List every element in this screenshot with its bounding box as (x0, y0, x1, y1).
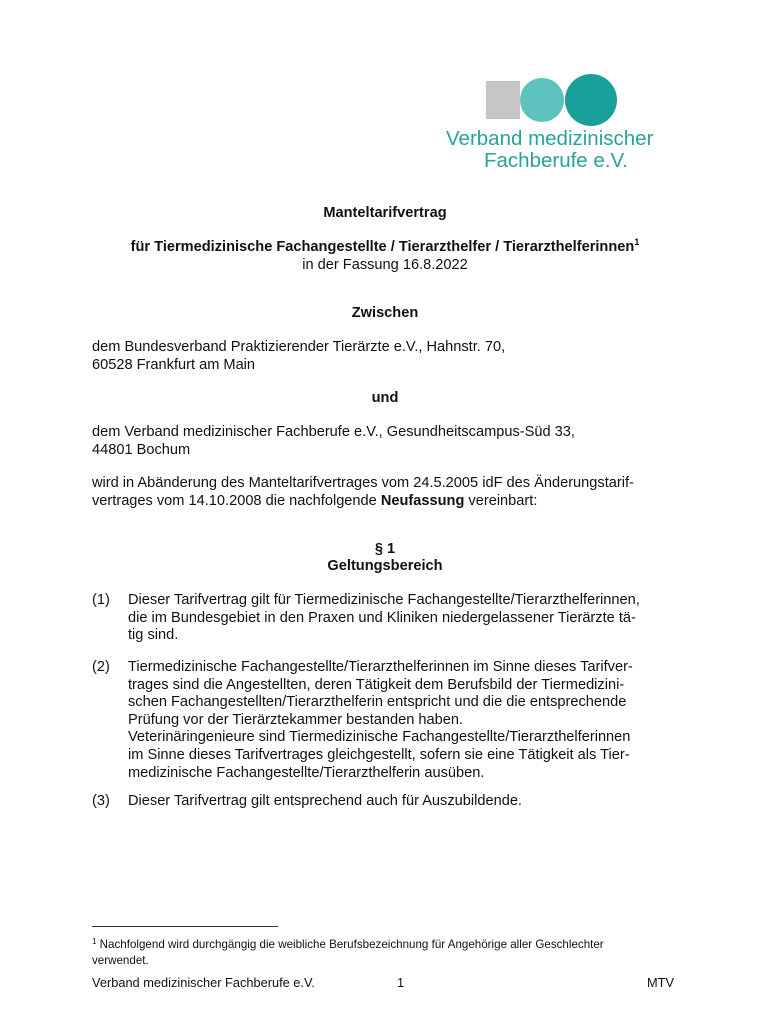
party2-line2: 44801 Bochum (92, 441, 191, 458)
footnote-divider (92, 926, 278, 927)
section-title: Geltungsbereich (327, 558, 443, 574)
logo-light-circle (520, 78, 564, 122)
party2-line1: dem Verband medizinischer Fachberufe e.V., Gesundheitscampus-Süd 33, (92, 424, 575, 440)
item-line: Dieser Tarifvertrag gilt entsprechend auch für Auszubildende. (128, 793, 522, 809)
item-line: medizinische Fachangestellte/Tierarzthelferin ausüben. (128, 764, 485, 781)
section-number: § 1 (374, 541, 396, 557)
item-line: Tiermedizinische Fachangestellte/Tierarzthelferinnen im Sinne dieses Tarifver- (128, 659, 633, 675)
agreement-line2-bold: Neufassung (380, 492, 465, 509)
item-line: im Sinne dieses Tarifvertrages gleichgestellt, sofern sie eine Tätigkeit als Tier- (128, 746, 630, 763)
footer-doc-code: MTV (647, 975, 675, 990)
footnote-marker: 1 (92, 937, 97, 946)
org-name-line1: Verband medizinischer (446, 127, 654, 150)
agreement-line2 (92, 493, 682, 511)
item-line: Veterinäringenieure sind Tiermedizinische Fachangestellte/Tierarzthelferinnen (128, 729, 631, 746)
item-line: die im Bundesgebiet in den Praxen und Kliniken niedergelassener Tierärzte tä- (128, 609, 636, 626)
document-subtitle (0, 239, 770, 257)
agreement-line1: wird in Abänderung des Manteltarifvertrages vom 24.5.2005 idF des Änderungstarif- (92, 475, 634, 491)
vmf-logo (486, 74, 626, 126)
party2 (92, 424, 682, 459)
party1 (92, 339, 682, 374)
agreement-line2-prefix: vertrages vom 14.10.2008 die nachfolgende (92, 492, 381, 509)
item-line: Prüfung vor der Tierärztekammer bestanden haben. (128, 711, 464, 728)
logo-grey-square (486, 81, 520, 119)
footnote-line1-text: Nachfolgend wird durchgängig die weibliche Berufsbezeichnung für Angehörige aller Geschlechter (96, 938, 604, 951)
agreement-line2-suffix: vereinbart: (464, 492, 538, 509)
item-line: trages sind die Angestellten, deren Tätigkeit dem Berufsbild der Tiermedizini- (128, 676, 625, 693)
org-name (446, 128, 706, 172)
version-line: in der Fassung 16.8.2022 (302, 257, 468, 273)
footer-page-number: 1 (397, 975, 405, 990)
item-1-text (128, 592, 684, 645)
agreement-paragraph (92, 475, 682, 510)
footnote (92, 934, 692, 970)
and-heading: und (371, 390, 399, 406)
item-1-number: (1) (92, 592, 110, 608)
footnote-line2: verwendet. (92, 954, 149, 968)
org-name-line2: Fachberufe e.V. (484, 149, 628, 172)
between-heading: Zwischen (351, 305, 419, 321)
logo-teal-circle (565, 74, 617, 126)
footnote-line1 (92, 934, 692, 953)
party1-line2: 60528 Frankfurt am Main (92, 356, 256, 373)
item-line: Dieser Tarifvertrag gilt für Tiermedizinische Fachangestellte/Tierarzthelferinnen, (128, 592, 640, 608)
item-2-number: (2) (92, 659, 110, 675)
item-line: schen Fachangestellten/Tierarzthelferin entspricht und die die entsprechende (128, 694, 627, 711)
item-line: tig sind. (128, 627, 179, 644)
item-3-text (128, 793, 684, 811)
footnote-ref: 1 (634, 237, 640, 247)
item-2-text (128, 659, 684, 782)
subtitle-text: für Tiermedizinische Fachangestellte / Tierarzthelfer / Tierarzthelferinnen (130, 239, 635, 255)
footer-org: Verband medizinischer Fachberufe e.V. (92, 975, 315, 990)
item-3-number: (3) (92, 793, 110, 809)
document-title: Manteltarifvertrag (323, 205, 447, 221)
party1-line1: dem Bundesverband Praktizierender Tierärzte e.V., Hahnstr. 70, (92, 339, 506, 355)
